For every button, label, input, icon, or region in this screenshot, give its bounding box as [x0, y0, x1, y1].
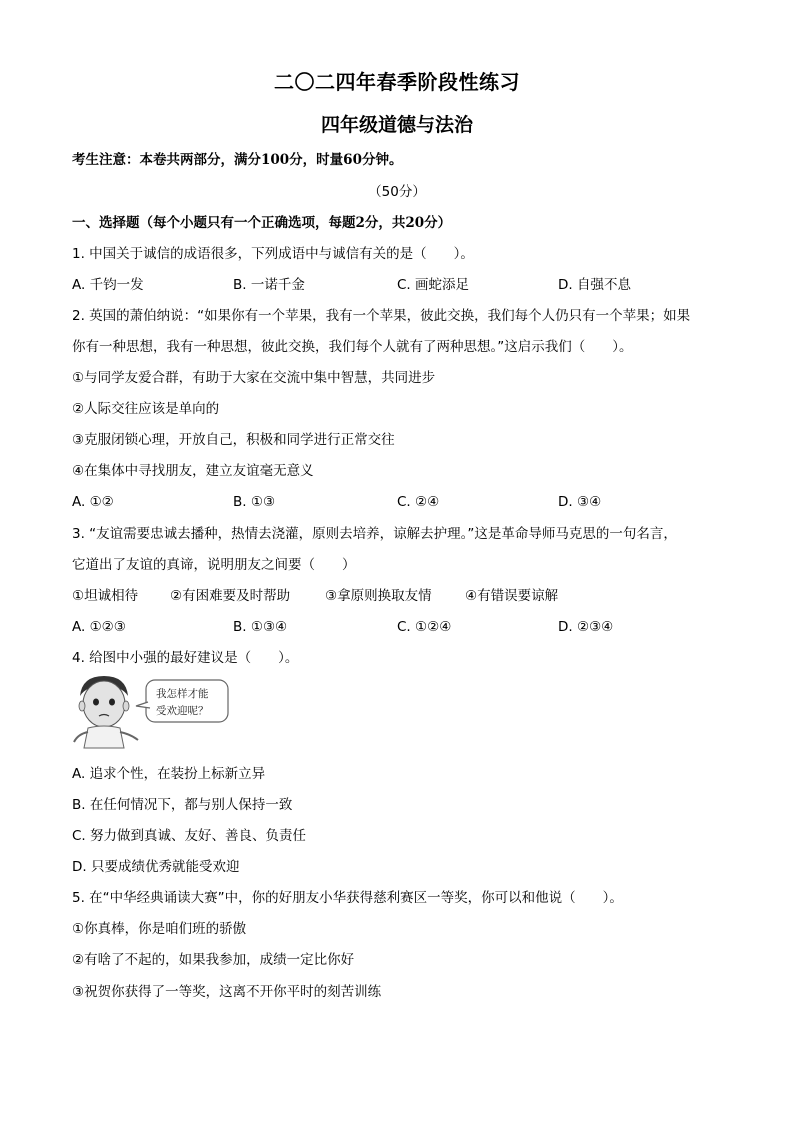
q4-option-b: B. 在任何情况下，都与别人保持一致: [72, 797, 293, 813]
q1-stem: 1. 中国关于诚信的成语很多，下列成语中与诚信有关的是（ ）。: [72, 246, 474, 262]
q2-option-d: D. ③④: [558, 494, 602, 510]
q3-stem-line2: 它道出了友谊的真谛，说明朋友之间要（ ）: [72, 557, 356, 573]
q3-item-3: ③拿原则换取友情: [325, 588, 432, 604]
bubble-text-line2: 受欢迎呢？: [156, 705, 209, 717]
q1-option-d: D. 自强不息: [558, 277, 631, 293]
exam-title: 二〇二四年春季阶段性练习: [274, 70, 520, 94]
q5-item-3: ③祝贺你获得了一等奖，这离不开你平时的刻苦训练: [72, 984, 382, 1000]
q1-option-a: A. 千钧一发: [72, 277, 144, 293]
q4-option-d: D. 只要成绩优秀就能受欢迎: [72, 859, 240, 875]
exam-subtitle: 四年级道德与法治: [320, 114, 473, 136]
q2-option-a: A. ①②: [72, 494, 114, 510]
q2-item-3: ③克服闭锁心理，开放自己，积极和同学进行正常交往: [72, 432, 395, 448]
q2-option-b: B. ①③: [233, 494, 276, 510]
section-heading: 一、选择题（每个小题只有一个正确选项，每题2分，共20分）: [72, 215, 452, 231]
q2-item-4: ④在集体中寻找朋友，建立友谊毫无意义: [72, 463, 314, 479]
q3-option-a: A. ①②③: [72, 619, 126, 635]
q5-item-1: ①你真棒，你是咱们班的骄傲: [72, 921, 247, 937]
q4-option-c: C. 努力做到真诚、友好、善良、负责任: [72, 828, 307, 844]
q3-option-d: D. ②③④: [558, 619, 614, 635]
q4-option-a: A. 追求个性，在装扮上标新立异: [72, 766, 266, 782]
q2-item-2: ②人际交往应该是单向的: [72, 401, 220, 417]
q1-option-b: B. 一诺千金: [233, 277, 305, 293]
q3-stem-line1: 3. “友谊需要忠诚去播种，热情去浇灌，原则去培养，谅解去护理。”这是革命导师马克思的一句名言，: [72, 526, 677, 542]
q3-option-b: B. ①③④: [233, 619, 288, 635]
q4-stem: 4. 给图中小强的最好建议是（ ）。: [72, 650, 299, 666]
bubble-text-line1: 我怎样才能: [156, 688, 209, 700]
exam-notice: 考生注意：本卷共两部分，满分100分，时量60分钟。: [72, 152, 403, 168]
q5-item-2: ②有啥了不起的，如果我参加，成绩一定比你好: [72, 952, 355, 968]
q3-item-1: ①坦诚相待: [72, 588, 139, 604]
q2-stem-line1: 2. 英国的萧伯纳说：“如果你有一个苹果，我有一个苹果，彼此交换，我们每个人仍只有一个苹果；如果: [72, 308, 691, 324]
q3-option-c: C. ①②④: [397, 619, 452, 635]
boy-thinking-illustration: [72, 672, 232, 752]
q3-item-4: ④有错误要谅解: [465, 588, 559, 604]
q2-option-c: C. ②④: [397, 494, 440, 510]
q3-item-2: ②有困难要及时帮助: [170, 588, 291, 604]
q1-option-c: C. 画蛇添足: [397, 277, 470, 293]
q5-stem: 5. 在“中华经典诵读大赛”中，你的好朋友小华获得慈利赛区一等奖，你可以和他说（ ）。: [72, 890, 623, 906]
q2-item-1: ①与同学友爱合群，有助于大家在交流中集中智慧，共同进步: [72, 370, 436, 386]
part-score: （50分）: [368, 184, 426, 200]
q2-stem-line2: 你有一种思想，我有一种思想，彼此交换，我们每个人就有了两种思想。”这启示我们（ ）。: [72, 339, 633, 355]
